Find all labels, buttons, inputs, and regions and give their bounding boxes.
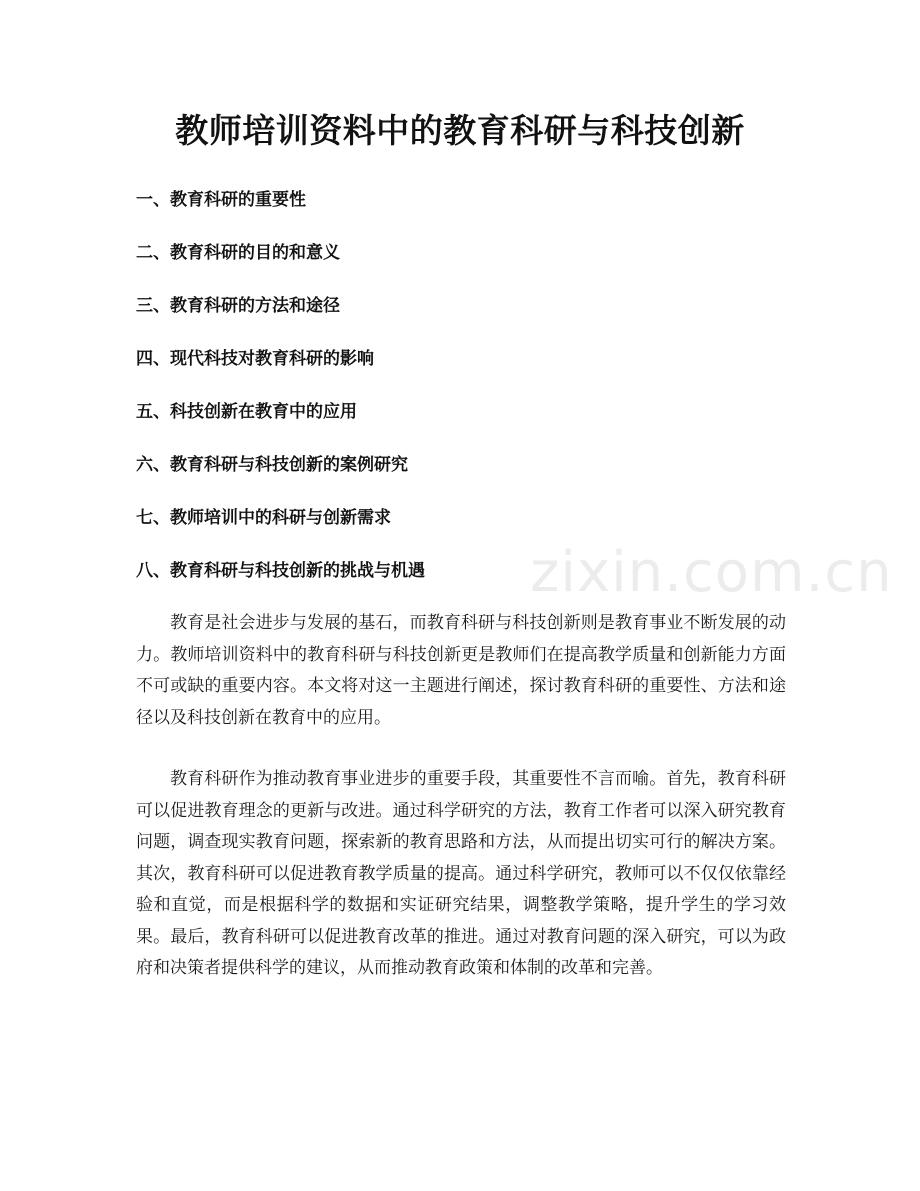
importance-paragraph: 教育科研作为推动教育事业进步的重要手段，其重要性不言而喻。首先，教育科研可以促进教育理念的更新与改进。通过科学研究的方法，教育工作者可以深入研究教育问题，调查现实教育问题，探索新的教育思路和方法，从而提出切实可行的解决方案。其次，教育科研可以促进教育教学质量的提高。通过科学研究，教师可以不仅仅依靠经验和直觉，而是根据科学的数据和实证研究结果，调整教学策略，提升学生的学习效果。最后，教育科研可以促进教育改革的推进。通过对教育问题的深入研究，可以为政府和决策者提供科学的建议，从而推动教育政策和体制的改革和完善。 <box>136 769 786 978</box>
toc-item-2: 二、教育科研的目的和意义 <box>136 243 340 263</box>
watermark: zixin.com.cn <box>530 540 893 605</box>
toc-item-6: 六、教育科研与科技创新的案例研究 <box>136 455 408 475</box>
intro-paragraph: 教育是社会进步与发展的基石，而教育科研与科技创新则是教育事业不断发展的动力。教师培训资料中的教育科研与科技创新更是教师们在提高教学质量和创新能力方面不可或缺的重要内容。本文将对这一主题进行阐述，探讨教育科研的重要性、方法和途径以及科技创新在教育中的应用。 <box>136 613 786 728</box>
toc-item-7: 七、教师培训中的科研与创新需求 <box>136 508 391 528</box>
toc-item-3: 三、教育科研的方法和途径 <box>136 296 340 316</box>
toc-item-4: 四、现代科技对教育科研的影响 <box>136 349 374 369</box>
toc-item-8: 八、教育科研与科技创新的挑战与机遇 <box>136 561 425 581</box>
toc-item-1: 一、教育科研的重要性 <box>136 190 306 210</box>
document-title: 教师培训资料中的教育科研与科技创新 <box>175 111 745 150</box>
table-of-contents <box>136 184 796 608</box>
toc-item-5: 五、科技创新在教育中的应用 <box>136 402 357 422</box>
